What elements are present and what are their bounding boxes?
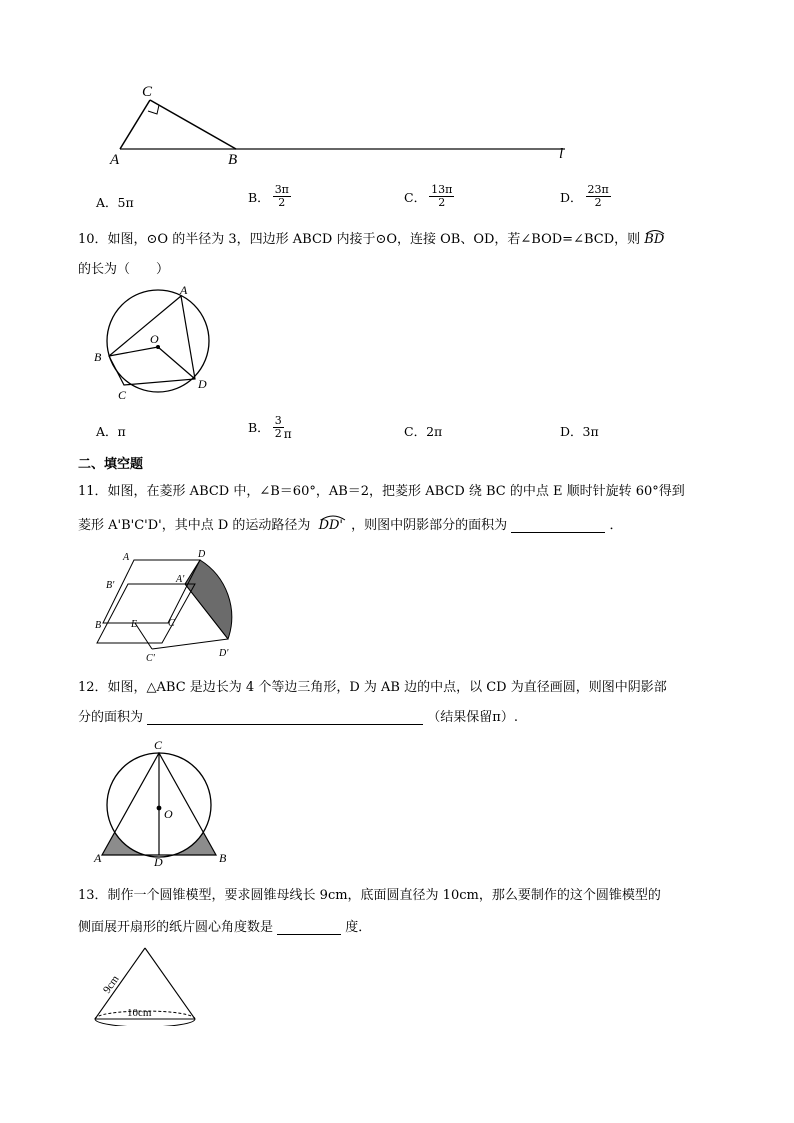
q12-question-line2: 分的面积为 （结果保留π）. — [78, 710, 518, 725]
q12-answer-blank[interactable] — [147, 710, 423, 725]
q11-label-a: A — [123, 552, 130, 563]
q13-label-slant: 9cm — [100, 973, 122, 996]
q12-label-o: O — [164, 807, 173, 821]
q10-option-b[interactable]: B． $\frac{3}{2}$ π — [248, 413, 292, 441]
q9-label-c: C — [142, 84, 153, 100]
q9-label-a: A — [110, 152, 120, 168]
q11-label-b1: B' — [106, 580, 115, 591]
q13-answer-blank[interactable] — [277, 920, 341, 935]
q13-question-line2: 侧面展开扇形的纸片圆心角度数是 度． — [78, 920, 372, 935]
section-heading-fill-in: 二、填空题 — [78, 457, 144, 472]
q9-option-c[interactable]: C． $\frac{13\pi}{2}$ — [404, 183, 453, 209]
q9-option-b[interactable]: B． $\frac{3\pi}{2}$ — [248, 183, 289, 209]
q10-option-c[interactable]: C． 2π — [404, 423, 443, 439]
q10-label-d: D — [198, 377, 207, 391]
q10-arc-bd: BD — [644, 232, 665, 247]
q10-label-b: B — [94, 350, 102, 364]
q9-option-d[interactable]: D． $\frac{23\pi}{2}$ — [560, 183, 609, 209]
q11-label-c: C — [168, 618, 175, 629]
q9-label-b: B — [228, 152, 238, 168]
q9-option-c-fraction: $\frac{13\pi}{2}$ — [431, 183, 453, 209]
q10-option-b-fraction: $\frac{3}{2}$ — [274, 413, 282, 440]
q11-label-b: B — [95, 620, 102, 631]
q13-label-diameter: 10cm — [127, 1007, 152, 1019]
q9-option-d-fraction: $\frac{23\pi}{2}$ — [587, 183, 609, 209]
q9-option-a[interactable]: A． 5π — [96, 194, 134, 210]
q12-figure — [90, 736, 240, 868]
q12-label-c: C — [154, 738, 163, 752]
q13-question-line1: 13．制作一个圆锥模型，要求圆锥母线长 9cm，底面圆直径为 10cm，那么要制作的这个圆锥模型的 — [78, 888, 661, 903]
q9-option-b-fraction: $\frac{3\pi}{2}$ — [274, 183, 289, 209]
q10-label-o: O — [150, 332, 159, 346]
q12-label-b: B — [219, 851, 227, 865]
q10-figure — [88, 282, 228, 402]
q13-figure — [90, 944, 200, 1026]
q12-label-d: D — [154, 855, 163, 868]
q11-answer-blank[interactable] — [511, 518, 605, 533]
q11-label-d: D — [198, 549, 206, 560]
q11-label-d1: D' — [219, 648, 229, 659]
q11-figure — [90, 546, 250, 666]
q10-option-a[interactable]: A． π — [96, 423, 126, 439]
q10-label-c: C — [118, 388, 127, 402]
q11-label-c1: C' — [146, 653, 155, 664]
q9-label-l: l — [559, 146, 564, 162]
q10-question-line1: 10．如图，⊙O 的半径为 3，四边形 ABCD 内接于⊙O，连接 OB、OD，若∠BOD=∠BCD，则 BD — [78, 232, 665, 247]
q11-question-line1: 11．如图，在菱形 ABCD 中，∠B＝60°，AB＝2，把菱形 ABCD 绕 BC 的中点 E 顺时针旋转 60°得到 — [78, 484, 685, 499]
q11-question-line2: 菱形 A'B'C'D'，其中点 D 的运动路径为 DD' ，则图中阴影部分的面积为 ． — [78, 518, 623, 533]
q11-label-a1: A' — [176, 574, 185, 585]
q12-label-a: A — [94, 851, 102, 865]
q10-label-a: A — [180, 283, 188, 297]
q11-label-e: E — [131, 619, 138, 630]
q12-question-line1: 12．如图，△ABC 是边长为 4 个等边三角形，D 为 AB 边的中点，以 CD 为直径画圆，则图中阴影部 — [78, 680, 667, 695]
q10-question-line2: 的长为（ ） — [78, 262, 170, 277]
q9-figure — [100, 80, 580, 170]
q10-option-d[interactable]: D． 3π — [560, 423, 599, 439]
q11-arc-dd: DD' — [318, 518, 343, 533]
